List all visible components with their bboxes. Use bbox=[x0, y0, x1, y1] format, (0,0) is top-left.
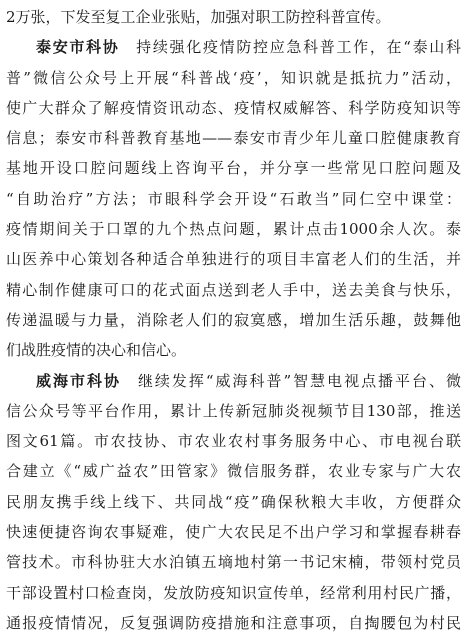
text-line bbox=[6, 32, 461, 62]
paragraph-lead: 泰安市科协 bbox=[36, 38, 120, 57]
text-line: 合建立《“威广益农”田管家》微信服务群，农业专家与广大农 bbox=[6, 462, 461, 481]
text-line: “自助治疗”方法；市眼科学会开设“石敢当”同仁空中课堂： bbox=[6, 189, 461, 208]
text-line: 图文61篇。市农技协、市农业农村事务服务中心、市电视台联 bbox=[6, 432, 461, 451]
text-line: 们战胜疫情的决心和信心。 bbox=[6, 341, 187, 360]
text-line: 疫情期间关于口罩的九个热点问题，累计点击1000余人次。泰 bbox=[6, 220, 461, 239]
text-line: 通报疫情情况，反复强调防疫措施和注意事项，自掏腰包为村民 bbox=[6, 613, 461, 632]
text-line: 基地开设口腔问题线上咨询平台，并分享一些常见口腔问题及 bbox=[6, 159, 461, 178]
text-line: 2万张，下发至复工企业张贴，加强对职工防控科普宣传。 bbox=[6, 8, 391, 26]
paragraph-lead: 威海市科协 bbox=[36, 371, 121, 390]
text-line: 传递温暖与力量，消除老人们的寂寞感，增加生活乐趣，鼓舞他 bbox=[6, 310, 461, 329]
text-line-content: 继续发挥“威海科普”智慧电视点播平台、微 bbox=[137, 371, 461, 390]
text-line: 信息；泰安市科普教育基地——泰安市青少年儿童口腔健康教育 bbox=[6, 129, 461, 148]
text-line: 民朋友携手线上线下、共同战“疫”确保秋粮大丰收，方便群众 bbox=[6, 492, 461, 511]
text-line: 管技术。市科协驻大水泊镇五墒地村第一书记宋楠，带领村党员 bbox=[6, 553, 461, 572]
text-line bbox=[6, 366, 461, 396]
text-line: 普”微信公众号上开展“科普战‘疫’，知识就是抵抗力”活动， bbox=[6, 68, 461, 87]
paragraph-1 bbox=[6, 2, 461, 32]
paragraph-3 bbox=[6, 366, 461, 638]
text-line-content: 持续强化疫情防控应急科普工作，在“泰山科 bbox=[136, 38, 461, 57]
paragraph-2 bbox=[6, 32, 461, 365]
text-line: 干部设置村口检查岗，发放防疫知识宣传单，经常利用村民广播， bbox=[6, 583, 461, 602]
text-line: 精心制作健康可口的花式面点送到老人手中，送去美食与快乐， bbox=[6, 280, 461, 299]
text-line: 使广大群众了解疫情资讯动态、疫情权威解答、科学防疫知识等 bbox=[6, 98, 461, 117]
text-line: 快速便捷咨询农事疑难，使广大农民足不出户学习和掌握春耕春 bbox=[6, 523, 461, 542]
text-line: 信公众号等平台作用，累计上传新冠肺炎视频节目130部，推送 bbox=[6, 401, 461, 420]
text-line: 山医养中心策划各种适合单独进行的项目丰富老人们的生活，并 bbox=[6, 250, 461, 269]
